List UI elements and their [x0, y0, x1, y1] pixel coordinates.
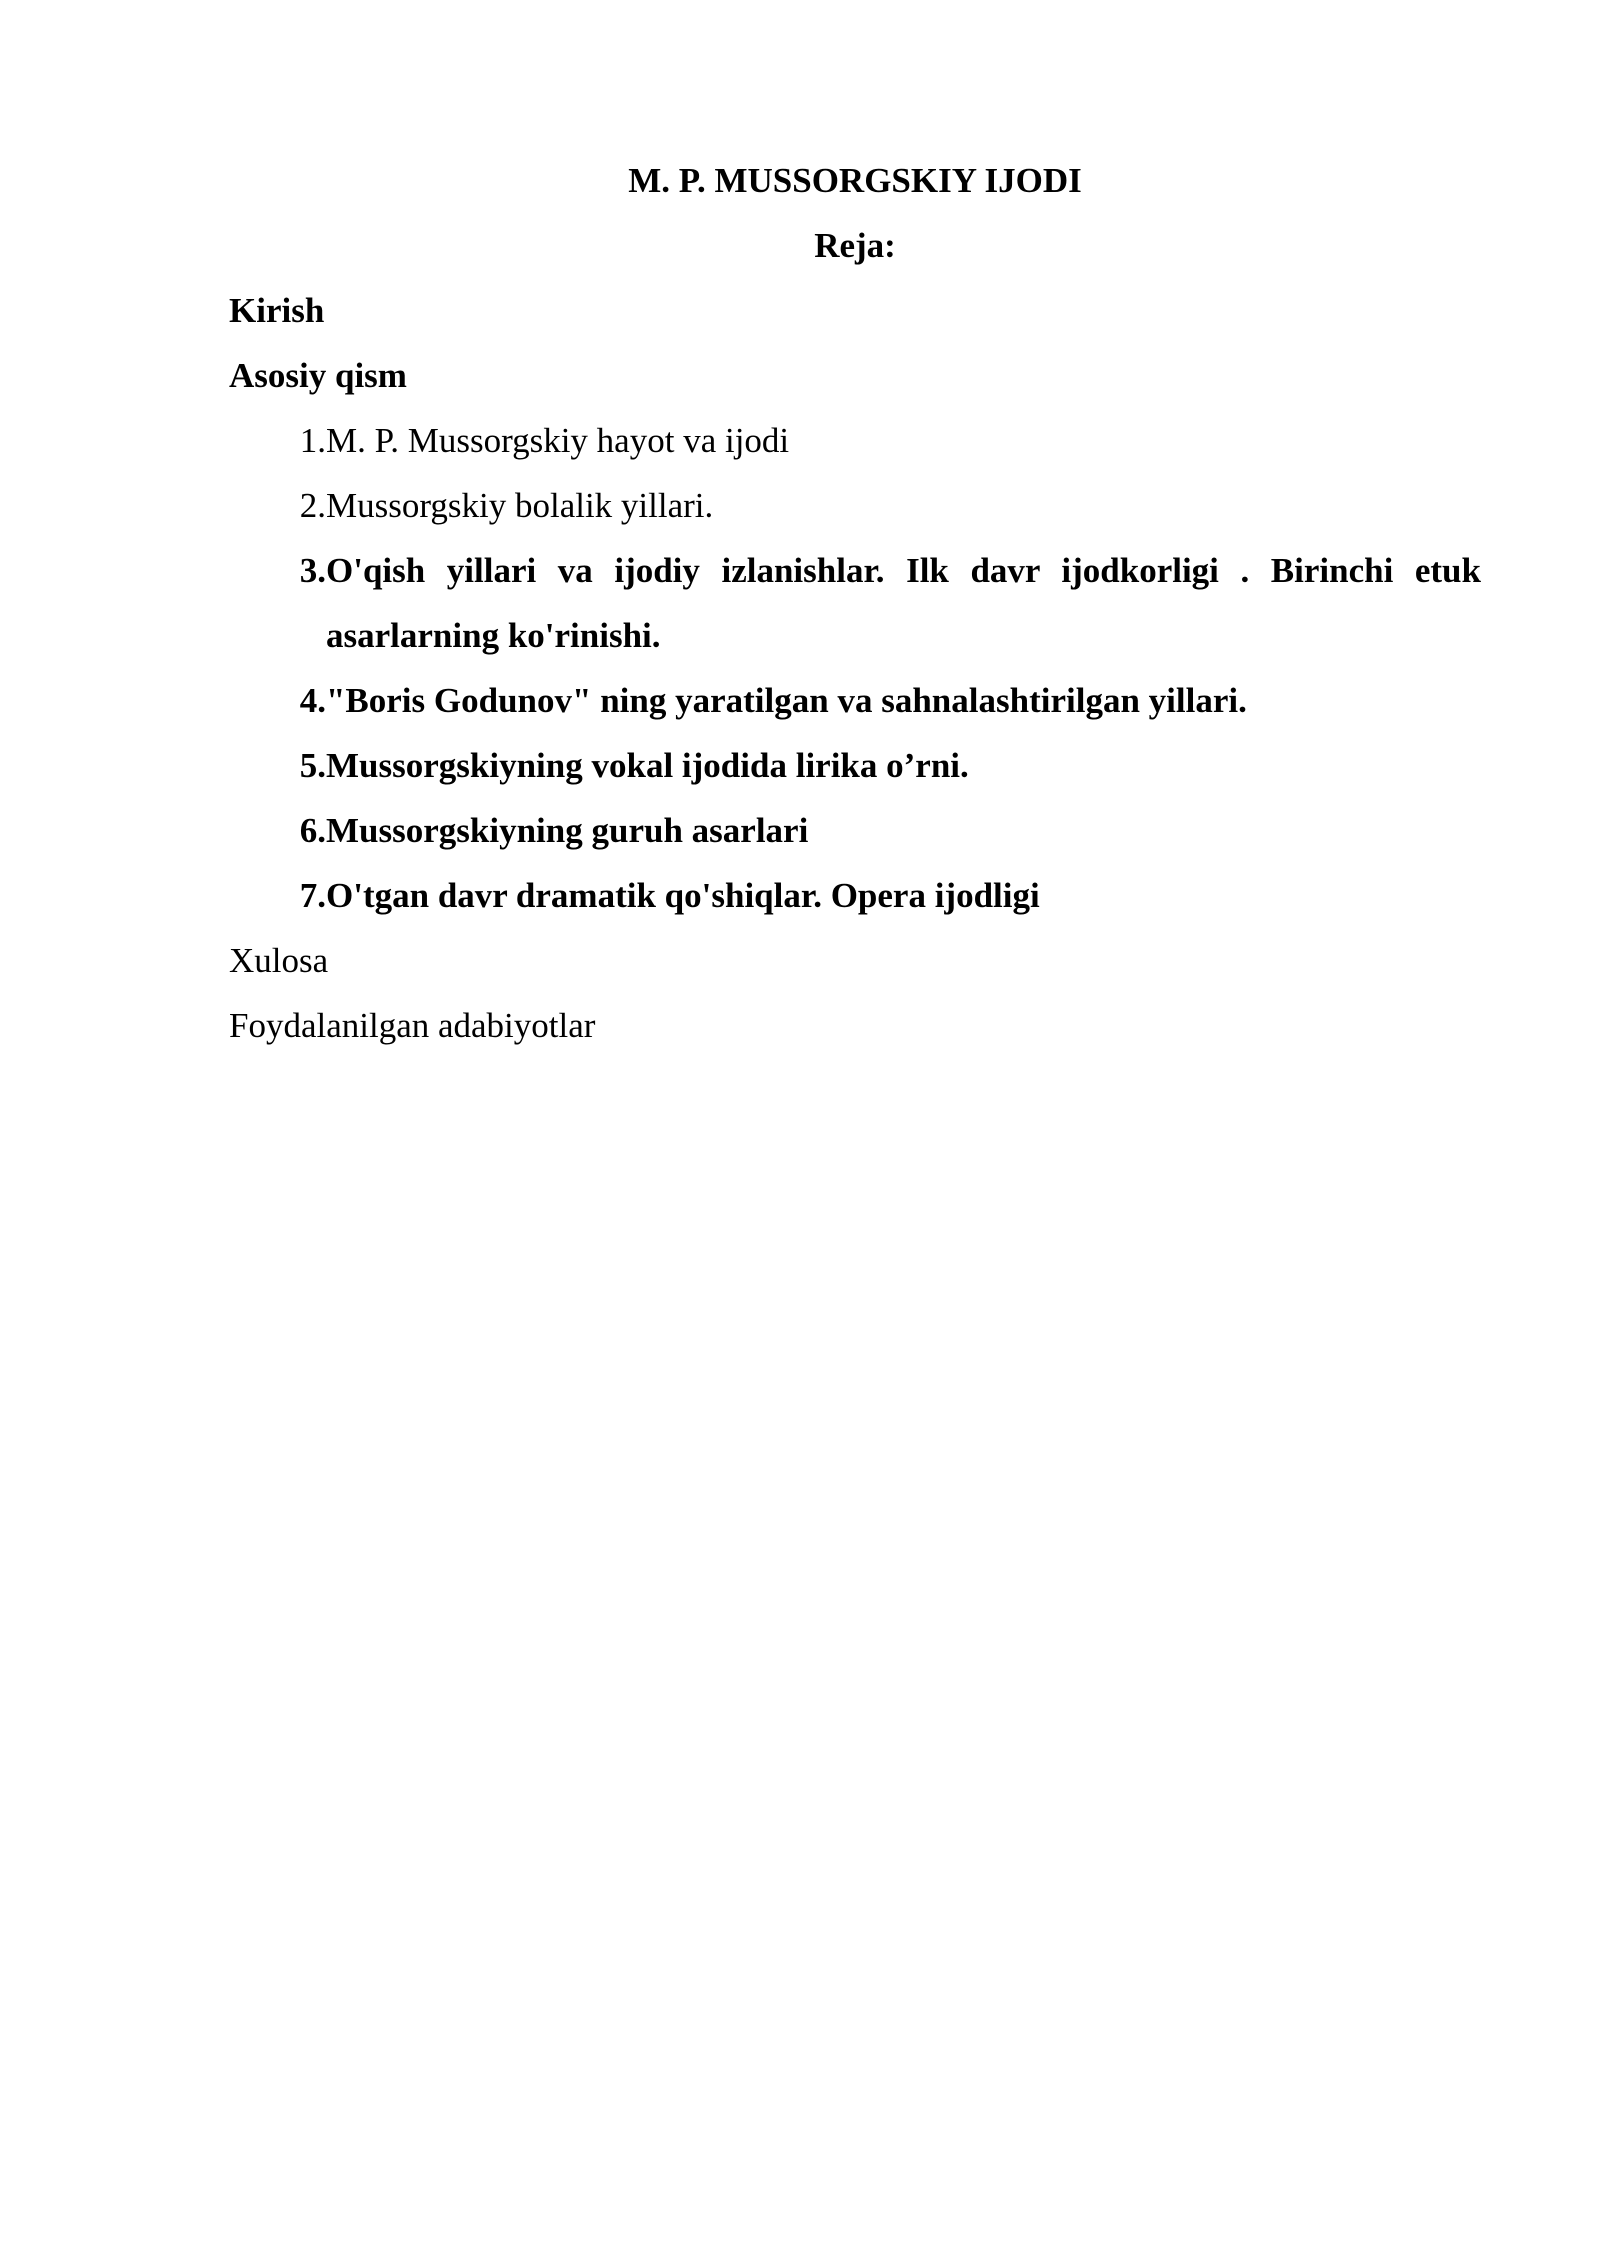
- list-number: 7.: [299, 876, 326, 915]
- list-number: 4.: [299, 681, 326, 720]
- list-item: [229, 538, 1481, 668]
- list-text: Mussorgskiy bolalik yillari.: [326, 486, 714, 525]
- list-text: O'tgan davr dramatik qo'shiqlar. Opera ijodligi: [326, 876, 1040, 915]
- list-number: 1.: [299, 421, 326, 460]
- list-number: 6.: [299, 811, 326, 850]
- list-item: [229, 798, 1481, 863]
- document-page: [229, 148, 1481, 1058]
- list-item: [229, 733, 1481, 798]
- list-item: [229, 408, 1481, 473]
- list-text: M. P. Mussorgskiy hayot va ijodi: [326, 421, 790, 460]
- list-text: O'qish yillari va ijodiy izlanishlar. Ilk davr ijodkorligi . Birinchi etuk asarlarning ko'rinishi.: [326, 551, 1481, 655]
- list-item: [229, 863, 1481, 928]
- plan-list: [229, 408, 1481, 928]
- section-references: Foydalanilgan adabiyotlar: [229, 1006, 596, 1045]
- list-number: 5.: [299, 746, 326, 785]
- section-conclusion: Xulosa: [229, 941, 329, 980]
- section-intro: Kirish: [229, 291, 325, 330]
- list-text: "Boris Godunov" ning yaratilgan va sahnalashtirilgan yillari.: [326, 681, 1247, 720]
- section-main: Asosiy qism: [229, 356, 407, 395]
- list-number: 2.: [299, 486, 326, 525]
- list-text: Mussorgskiyning guruh asarlari: [326, 811, 809, 850]
- list-text: Mussorgskiyning vokal ijodida lirika o’rni.: [326, 746, 969, 785]
- document-title: M. P. MUSSORGSKIY IJODI: [628, 161, 1082, 200]
- list-item: [229, 473, 1481, 538]
- plan-heading: Reja:: [814, 226, 896, 265]
- list-number: 3.: [299, 551, 326, 590]
- list-item: [229, 668, 1481, 733]
